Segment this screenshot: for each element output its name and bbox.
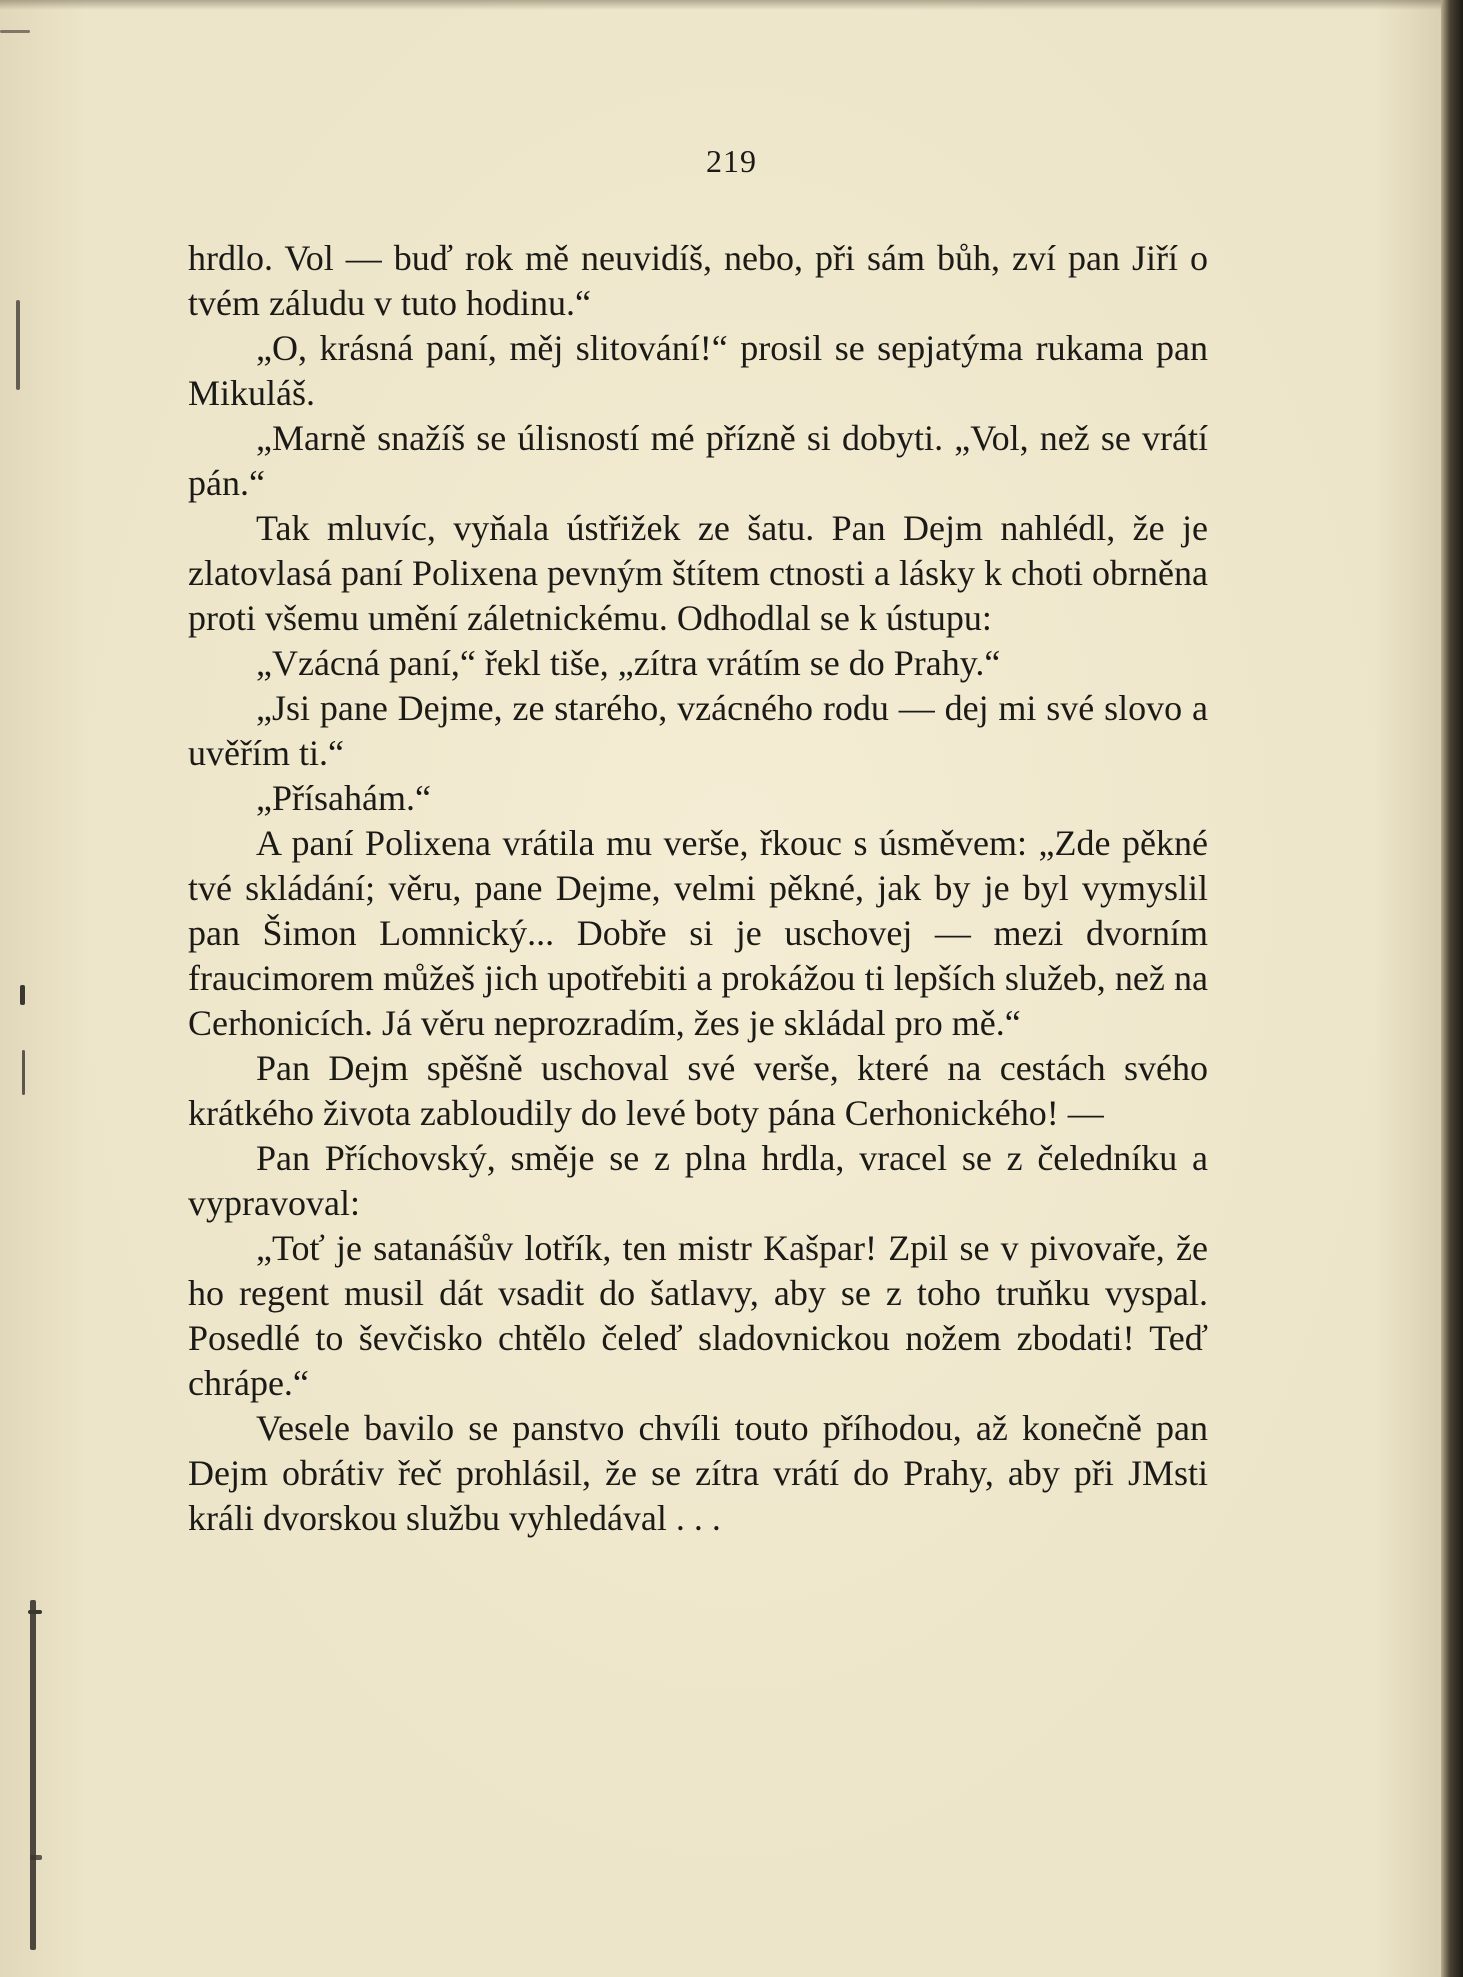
binding-mark xyxy=(30,1600,36,1950)
paragraph: „Přísahám.“ xyxy=(256,778,431,818)
paragraph: hrdlo. Vol — buď rok mě neuvidíš, nebo, při sám bůh, zví pan Jiří o tvém záludu v tuto hodinu.“ xyxy=(188,238,1208,323)
paragraph: Tak mluvíc, vyňala ústřižek ze šatu. Pan Dejm nahlédl, že je zlatovlasá paní Polixena pevným štítem ctnosti a lásky k choti obrněna proti všemu umění záletnickému. Odhodlal se k ústupu: xyxy=(188,508,1208,638)
paragraph: „Marně snažíš se úlisností mé přízně si dobyti. „Vol, než se vrátí pán.“ xyxy=(188,418,1208,503)
scan-edge-top xyxy=(0,0,1463,10)
paragraph: Vesele bavilo se panstvo chvíli touto příhodou, až konečně pan Dejm obrátiv řeč prohlásil, že se zítra vrátí do Prahy, aby při JMsti králi dvorskou službu vyhledával . . . xyxy=(188,1408,1208,1538)
binding-mark xyxy=(22,1050,25,1095)
paragraph: „Jsi pane Dejme, ze starého, vzácného rodu — dej mi své slovo a uvěřím ti.“ xyxy=(188,688,1208,773)
paragraph: Pan Dejm spěšně uschoval své verše, které na cestách svého krátkého života zabloudily do levé boty pána Cerhonického! — xyxy=(188,1048,1208,1133)
binding-mark xyxy=(20,985,25,1005)
binding-mark xyxy=(16,300,20,390)
paragraph: „O, krásná paní, měj slitování!“ prosil se sepjatýma rukama pan Mikuláš. xyxy=(188,328,1208,413)
body-text xyxy=(188,236,1208,1541)
paragraph: „Toť je satanášův lotřík, ten mistr Kašpar! Zpil se v pivovaře, že ho regent musil dát vsadit do šatlavy, aby se z toho truňku vyspal. Posedlé to ševčisko chtělo čeleď sladovnickou nožem zbodati! Teď chrápe.“ xyxy=(188,1228,1208,1403)
paragraph: A paní Polixena vrátila mu verše, řkouc s úsměvem: „Zde pěkné tvé skládání; věru, pane Dejme, velmi pěkné, jak by je byl vymyslil pan Šimon Lomnický... Dobře si je uschovej — mezi dvorním fraucimorem můžeš jich upotřebiti a prokážou ti lepších služeb, než na Cerhonicích. Já věru neprozradím, žes je skládal pro mě.“ xyxy=(188,823,1208,1043)
scan-edge-right xyxy=(1441,0,1463,1977)
binding-mark xyxy=(0,30,30,33)
paragraph: „Vzácná paní,“ řekl tiše, „zítra vrátím se do Prahy.“ xyxy=(256,643,1001,683)
binding-mark xyxy=(28,1610,42,1614)
page-number: 219 xyxy=(706,143,757,179)
paragraph: Pan Příchovský, směje se z plna hrdla, vracel se z čeledníku a vypravoval: xyxy=(188,1138,1208,1223)
binding-mark xyxy=(30,1855,42,1860)
